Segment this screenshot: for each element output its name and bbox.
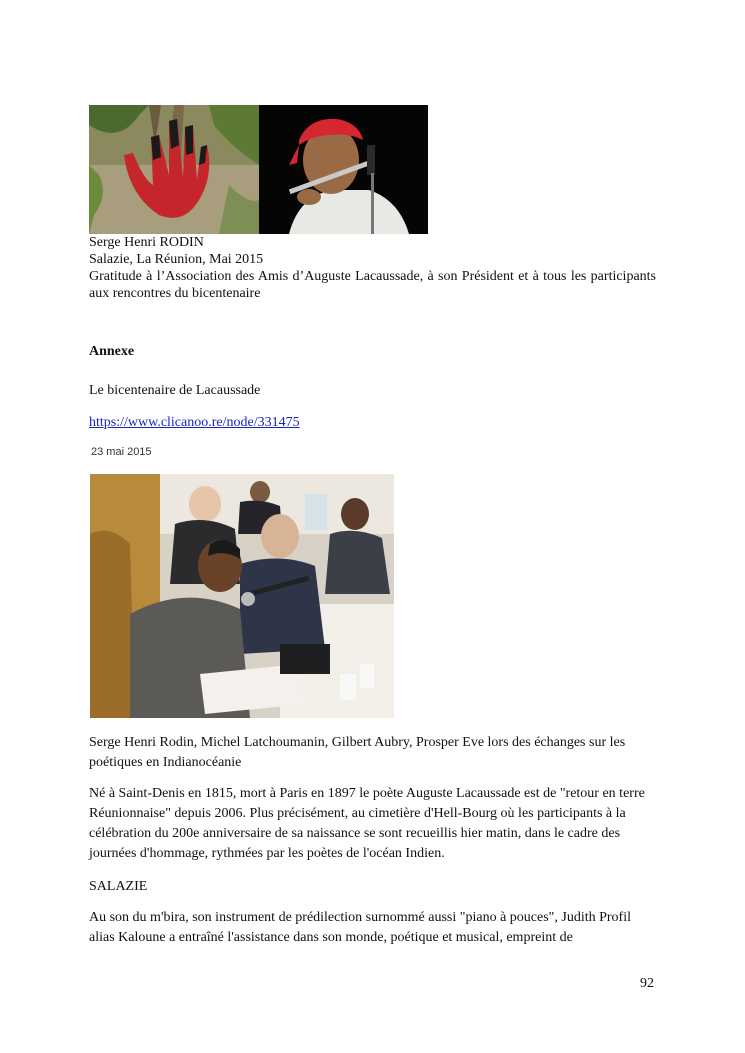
hand-sculpture-photo (89, 105, 259, 234)
article-paragraph-1: Né à Saint-Denis en 1815, mort à Paris en 1897 le poète Auguste Lacaussade est de "retour en terre Réunionnaise" depuis 2006. Plus précisément, au cimetière d'Hell-Bourg où les participants à la célébration du 200e anniversaire de sa naissance se sont recueillis hier matin, dans le cadre des journées d'hommage, rythmées par les poètes de l'océan Indien. (89, 786, 645, 861)
annexe-subtitle: Le bicentenaire de Lacaussade (89, 383, 261, 398)
article-date: 23 mai 2015 (91, 446, 152, 458)
page-number: 92 (640, 976, 654, 991)
hand-sculpture-image (89, 105, 259, 234)
photo-caption: Serge Henri Rodin, Michel Latchoumanin, Gilbert Aubry, Prosper Eve lors des échanges sur les poétiques en Indianocéanie (89, 735, 626, 770)
author-name: Serge Henri RODIN (89, 235, 204, 250)
flute-player-image (259, 105, 428, 234)
section-salazie: SALAZIE (89, 879, 148, 894)
meeting-photo (90, 474, 394, 718)
meeting-image (90, 474, 394, 718)
clicanoo-link[interactable]: https://www.clicanoo.re/node/331475 (89, 415, 300, 430)
article-paragraph-2: Au son du m'bira, son instrument de prédilection surnommé aussi "piano à pouces", Judith Profil alias Kaloune a entraîné l'assistance dans son monde, poétique et musical, empreint de (89, 910, 631, 945)
flute-player-photo (259, 105, 428, 234)
annexe-heading: Annexe (89, 344, 135, 359)
gratitude-text: Gratitude à l’Association des Amis d’Auguste Lacaussade, à son Président et à tous les participants aux rencontres du bicentenaire (89, 269, 656, 301)
place-date: Salazie, La Réunion, Mai 2015 (89, 252, 264, 267)
